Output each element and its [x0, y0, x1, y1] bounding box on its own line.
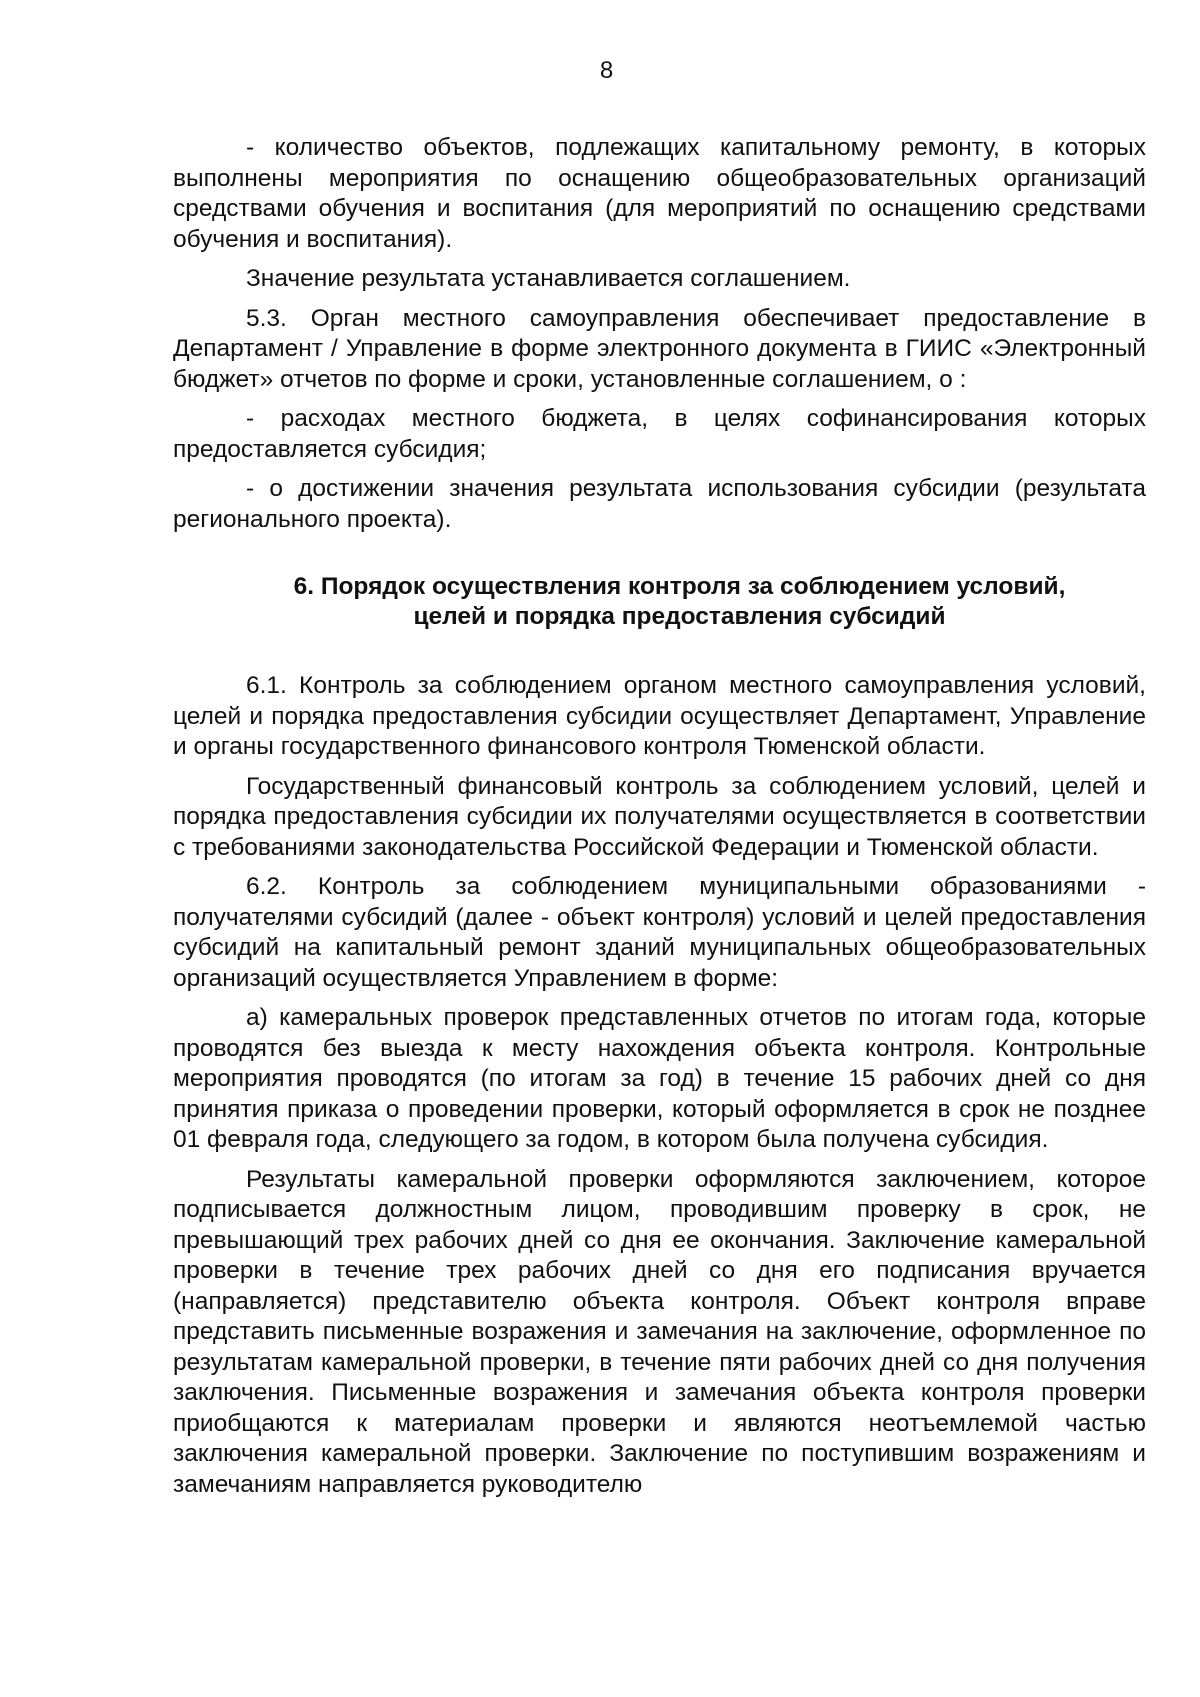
paragraph-state-financial-control: Государственный финансовый контроль за соблюдением условий, целей и порядка предоставления субсидии их получателями осуществляется в соответствии с требованиями законодательства Российской Федерации и Тюменской области.	[173, 772, 1146, 861]
paragraph-budget-expenses: - расходах местного бюджета, в целях софинансирования которых предоставляется субсидия;	[173, 405, 1146, 463]
paragraph-audit-results: Результаты камеральной проверки оформляются заключением, которое подписывается должностным лицом, проводившим проверку в срок, не превышающий трех рабочих дней со дня ее окончания. Заключение камеральной проверки в течение трех рабочих дней со дня его подписания вручается (направляется) представителю объекта контроля. Объект контроля вправе представить письменные возражения и замечания на заключение, оформленное по результатам камеральной проверки, в течение пяти рабочих дней со дня получения заключения. Письменные возражения и замечания объекта контроля проверки приобщаются к материалам проверки и являются неотъемлемой частью заключения камеральной проверки. Заключение по поступившим возражениям и замечаниям направляется руководителю	[173, 1165, 1146, 1498]
paragraph-6-1: 6.1. Контроль за соблюдением органом местного самоуправления условий, целей и порядка предоставления субсидии осуществляет Департамент, Управление и органы государственного финансового контроля Тюменской области.	[173, 672, 1146, 760]
paragraph-6-2: 6.2. Контроль за соблюдением муниципальными образованиями - получателями субсидий (далее - объект контроля) условий и целей предоставления субсидий на капитальный ремонт зданий муниципальных общеобразовательных организаций осуществляется Управлением в форме:	[173, 873, 1146, 992]
paragraph-5-3: 5.3. Орган местного самоуправления обеспечивает предоставление в Департамент / Управление в форме электронного документа в ГИИС «Электронный бюджет» отчетов по форме и сроки, установленные соглашением, о :	[173, 304, 1146, 393]
paragraph-objects-count: - количество объектов, подлежащих капитальному ремонту, в которых выполнены мероприятия по оснащению общеобразовательных организаций средствами обучения и воспитания (для мероприятий по оснащению средствами обучения и воспитания).	[173, 134, 1146, 253]
document-body	[173, 133, 1146, 1500]
section-heading-line-2: целей и порядка предоставления субсидий	[413, 603, 946, 630]
section-heading-line-1: 6. Порядок осуществления контроля за соблюдением условий,	[293, 573, 1066, 600]
paragraph-result-value: Значение результата устанавливается соглашением.	[246, 265, 851, 292]
paragraph-desk-audits: а) камеральных проверок представленных отчетов по итогам года, которые проводятся без выезда к месту нахождения объекта контроля. Контрольные мероприятия проводятся (по итогам за год) в течение 15 рабочих дней со дня принятия приказа о проведении проверки, который оформляется в срок не позднее 01 февраля года, следующего за годом, в котором была получена субсидия.	[173, 1004, 1146, 1153]
page-number: 8	[599, 57, 614, 84]
section-heading	[173, 572, 1146, 632]
paragraph-result-achievement: - о достижении значения результата использования субсидии (результата регионального проекта).	[173, 475, 1146, 533]
